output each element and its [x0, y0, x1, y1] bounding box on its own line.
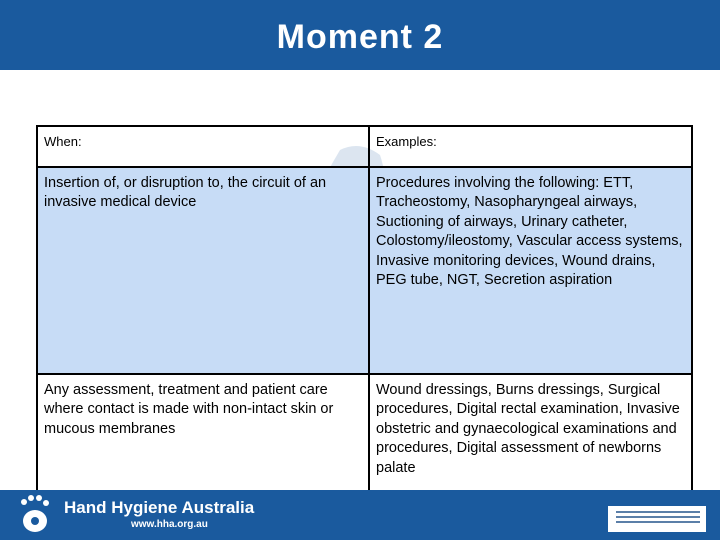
- brand-name: Hand Hygiene Australia: [64, 498, 255, 517]
- brand-url: www.hha.org.au: [131, 519, 208, 530]
- cell-examples: Wound dressings, Burns dressings, Surgical procedures, Digital rectal examination, Invasive obstetric and gynaecological examinations and procedures, Digital assessment of newborns palate: [369, 374, 692, 496]
- page-title: Moment 2: [276, 18, 444, 56]
- table-row: [37, 167, 692, 374]
- header-when: When:: [37, 126, 369, 167]
- cell-examples: Procedures involving the following: ETT, Tracheostomy, Nasopharyngeal airways, Suctioning of airways, Urinary catheter, Colostomy/ileostomy, Vascular access systems, Invasive monitoring devices, Wound drains, PEG tube, NGT, Secretion aspiration: [369, 167, 692, 374]
- handprint-icon: [18, 493, 52, 535]
- moment-table: [36, 125, 693, 497]
- table-row: [37, 374, 692, 496]
- cell-when: Insertion of, or disruption to, the circuit of an invasive medical device: [37, 167, 369, 374]
- partner-logo-icon: [608, 506, 706, 532]
- cell-when: Any assessment, treatment and patient care where contact is made with non-intact skin or mucous membranes: [37, 374, 369, 496]
- header-bar: [0, 0, 720, 70]
- header-examples: Examples:: [369, 126, 692, 167]
- table-header-row: [37, 126, 692, 167]
